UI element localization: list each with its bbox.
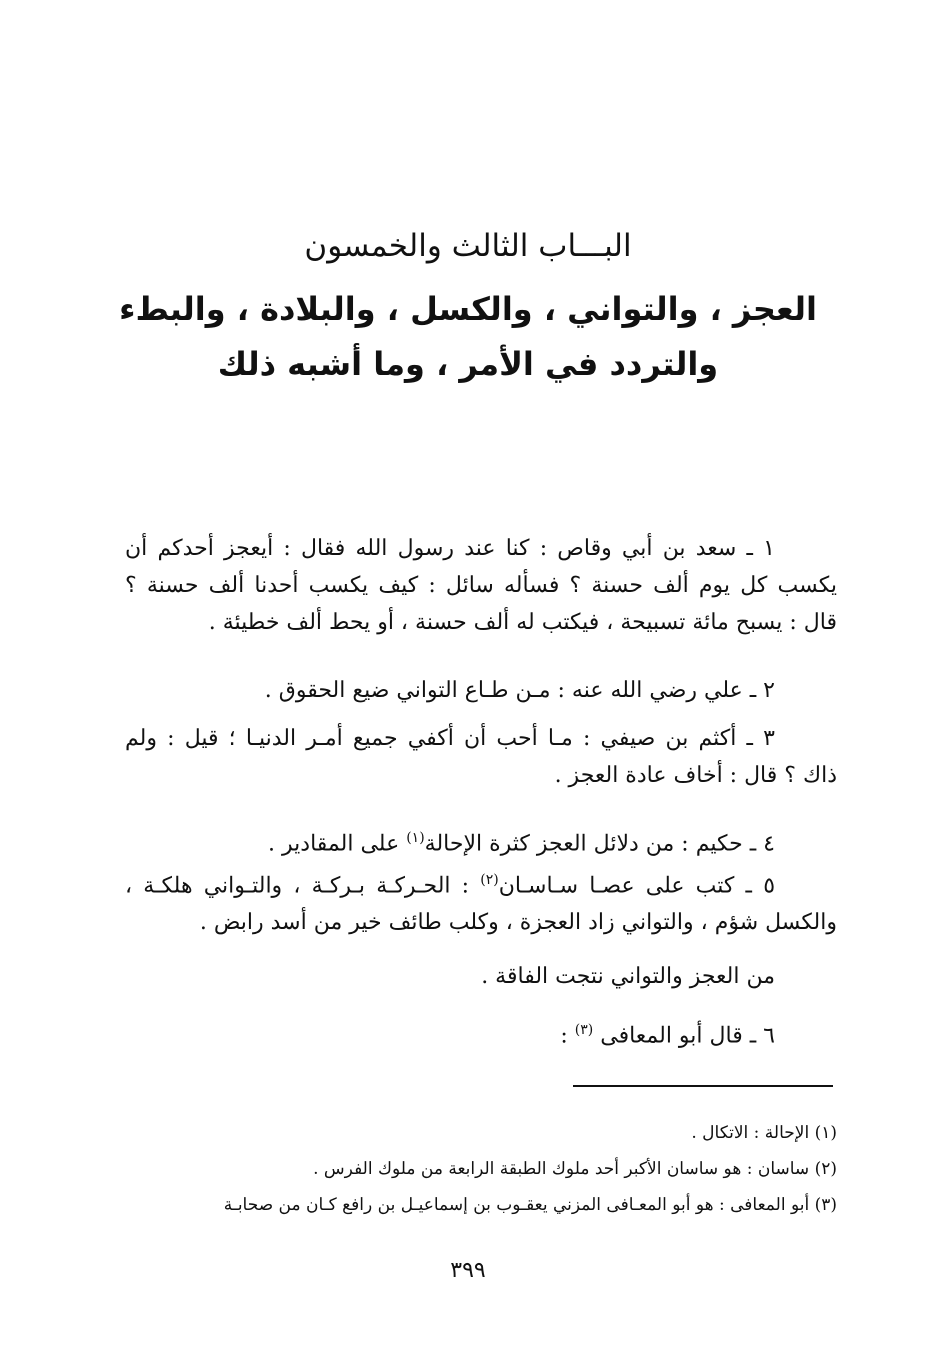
entry-3-line-2: ذاك ؟ قال : أخاف عادة العجز .	[554, 763, 837, 788]
entry-5	[125, 862, 837, 941]
entry-5-verse-line: من العجز والتواني نتجت الفاقة .	[481, 964, 775, 989]
entry-5-verse	[125, 958, 837, 995]
footnote-ref-1: (١)	[406, 830, 425, 846]
entry-6-colon: :	[560, 1023, 568, 1049]
entry-6-line-1	[125, 1012, 837, 1054]
entry-4-text: ٤ ـ حكيم : من دلائل العجز كثرة الإحالة	[424, 831, 775, 857]
chapter-title-line-2: والتردد في الأمر ، وما أشبه ذلك	[217, 345, 719, 383]
entry-5-line-2: والكسل شؤم ، والتواني زاد العجزة ، وكلب طائف خير من أسد رابض .	[199, 910, 837, 936]
entry-3	[125, 720, 837, 794]
entry-5-line-1	[125, 862, 837, 904]
entry-3-line-1: ٣ ـ أكثم بن صيفي : مـا أحب أن أكفي جميع أمـر الدنيـا ؛ قيل : ولم	[125, 726, 775, 751]
entry-1-line-1: ١ ـ سعد بن أبي وقاص : كنا عند رسول الله فقال : أيعجز أحدكم أن	[125, 536, 775, 561]
footnote-ref-2: (٢)	[480, 872, 499, 888]
entry-2	[125, 672, 837, 709]
footnote-1: (١) الإحالة : الاتكال .	[691, 1123, 837, 1143]
entry-1	[125, 530, 837, 641]
entry-4	[125, 820, 837, 862]
footnote-separator	[573, 1085, 833, 1087]
page-number: ٣٩٩	[450, 1258, 486, 1283]
entry-6	[125, 1012, 837, 1054]
footnotes	[130, 1115, 837, 1223]
chapter-title-line-1: العجز ، والتواني ، والكسل ، والبلادة ، والبطء	[119, 290, 817, 328]
chapter-heading: البـــاب الثالث والخمسون	[304, 228, 632, 264]
entry-1-line-2: يكسب كل يوم ألف حسنة ؟ فسأله سائل : كيف يكسب أحدنا ألف حسنة ؟	[125, 573, 837, 598]
entry-4-text-end: على المقادير .	[268, 831, 400, 857]
footnote-ref-3: (٣)	[574, 1022, 594, 1038]
entry-2-line-1: ٢ ـ علي رضي الله عنه : مـن طـاع التواني ضيع الحقوق .	[264, 678, 775, 703]
entry-5-text: ٥ ـ كتب على عصـا سـاسـان	[498, 873, 776, 899]
entry-4-line-1	[125, 820, 837, 862]
footnote-3: (٣) أبو المعافى : هو أبو المعـافى المزني يعقـوب بن إسماعيـل بن رافع كـان من صحابـة	[223, 1195, 837, 1215]
entry-5-text-end: : الحـركـة بـركـة ، والتـواني هلكـة ،	[125, 873, 470, 899]
entry-1-line-3: قال : يسبح مائة تسبيحة ، فيكتب له ألف حسنة ، أو يحط ألف خطيئة .	[208, 610, 837, 635]
entry-6-text: ٦ ـ قال أبو المعافى	[600, 1023, 775, 1049]
footnote-2: (٢) ساسان : هو ساسان الأكبر أحد ملوك الطبقة الرابعة من ملوك الفرس .	[313, 1159, 837, 1179]
